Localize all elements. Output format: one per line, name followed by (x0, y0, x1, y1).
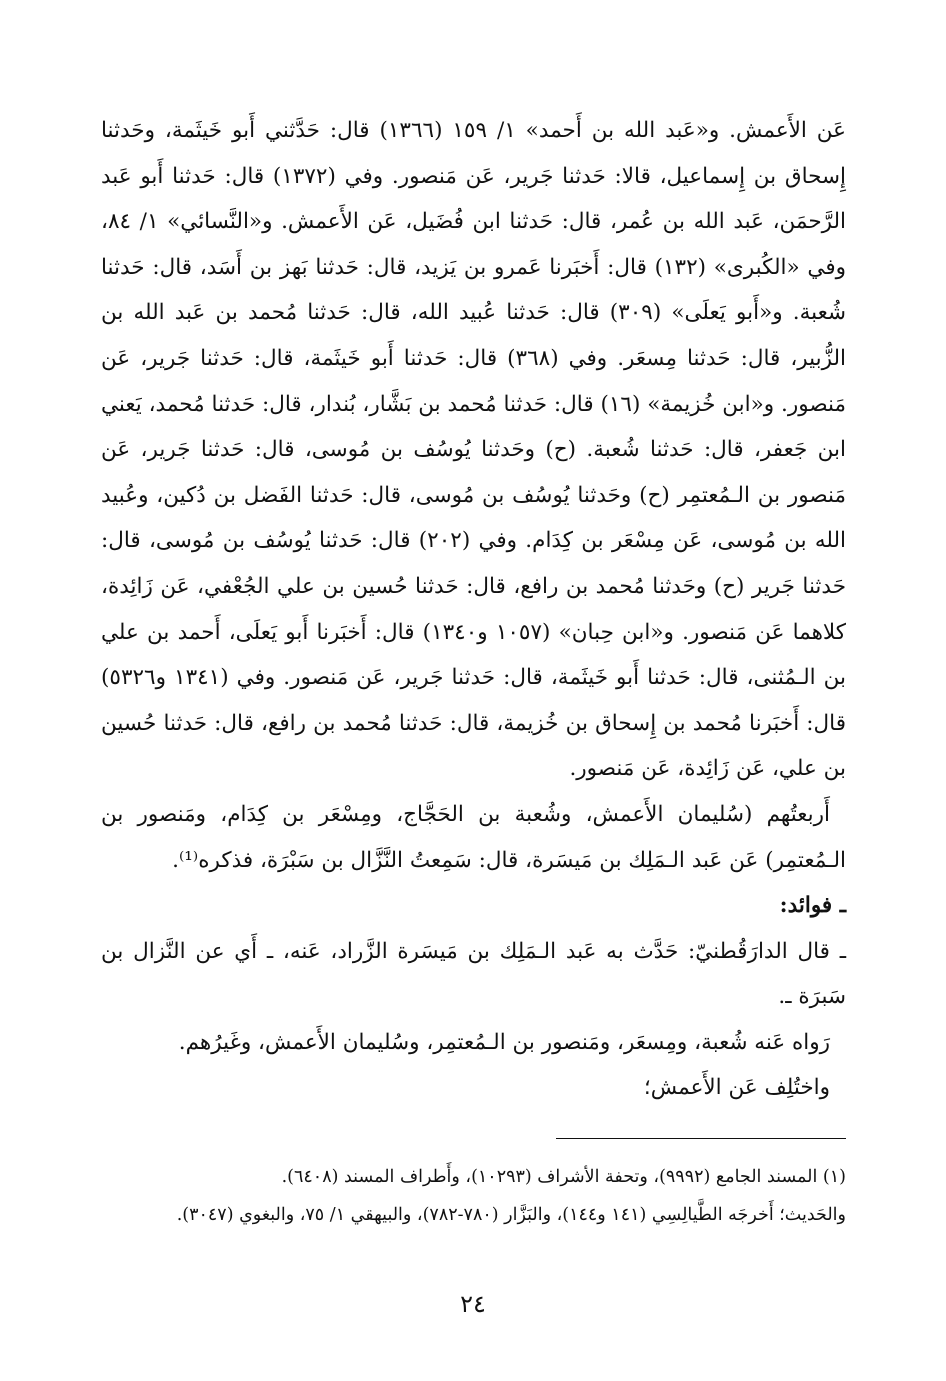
footnote-divider (556, 1138, 846, 1139)
paragraph-daraqutni: ـ قال الدارَقُطنيّ: حَدَّث به عَبد الـمَلِك بن مَيسَرة الزَّراد، عَنه، ـ أَي عن النَّزال بن سَبرَة ـ. (101, 938, 846, 1010)
footnotes (101, 1158, 846, 1234)
main-text (101, 108, 846, 1111)
section-heading-benefits: ـ فوائد: (779, 893, 846, 919)
footnote-1-continuation: والحَديث؛ أَخرجَه الطَّيالِسِي (١٤١ و١٤٤)، والبَزَّار (٧٨٠-٧٨٢)، والبيهقي ١/ ٧٥، والبغوي (٣٠٤٧). (176, 1205, 846, 1225)
paragraph-narrated-by: رَواه عَنه شُعبة، ومِسعَر، ومَنصور بن الـمُعتمِر، وسُليمان الأَعمش، وغَيرُهم. (178, 1029, 830, 1055)
paragraph-disagreement: واختُلِف عَن الأَعمش؛ (643, 1075, 830, 1101)
page-number: ٢٤ (460, 1290, 486, 1318)
paragraph-four-narrators: أَربعتُهم (سُليمان الأَعمش، وشُعبة بن الحَجَّاج، ومِسْعَر بن كِدَام، ومَنصور بن الـمُعتمِر) عَن عَبد الـمَلِك بن مَيسَرة، قال: سَمِعتُ النَّزَّال بن سَبْرَة، فذكره⁽¹⁾. (101, 801, 846, 873)
paragraph-hadith-sources: عَن الأَعمش. و«عَبد الله بن أَحمد» ١/ ١٥٩ (١٣٦٦) قال: حَدَّثني أَبو خَيثَمة، وحَدثنا إِسحاق بن إِسماعيل، قالا: حَدثنا جَرير، عَن مَنصور. وفي (١٣٧٢) قال: حَدثنا أَبو عَبد الرَّحمَن، عَبد الله بن عُمر، قال: حَدثنا ابن فُضَيل، عَن الأَعمش. و«النَّسائي» ١/ ٨٤، وفي «الكُبرى» (١٣٢) قال: أَخبَرنا عَمرو بن يَزيد، قال: حَدثنا بَهز بن أَسَد، قال: حَدثنا شُعبة. و«أَبو يَعلَى» (٣٠٩) قال: حَدثنا عُبيد الله، قال: حَدثنا مُحمد بن عَبد الله بن الزُّبير، قال: حَدثنا مِسعَر. وفي (٣٦٨) قال: حَدثنا أَبو خَيثَمة، قال: حَدثنا جَرير، عَن مَنصور. و«ابن خُزيمة» (١٦) قال: حَدثنا مُحمد بن بَشَّار، بُندار، قال: حَدثنا مُحمد، يَعني ابن جَعفر، قال: حَدثنا شُعبة. (ح) وحَدثنا يُوسُف بن مُوسى، قال: حَدثنا جَرير، عَن مَنصور بن الـمُعتمِر (ح) وحَدثنا يُوسُف بن مُوسى، قال: حَدثنا الفَضل بن دُكين، وعُبيد الله بن مُوسى، عَن مِسْعَر بن كِدَام. وفي (٢٠٢) قال: حَدثنا يُوسُف بن مُوسى، قال: حَدثنا جَرير (ح) وحَدثنا مُحمد بن رافع، قال: حَدثنا حُسين بن علي الجُعْفي، عَن زَائِدة، كلاهما عَن مَنصور. و«ابن حِبان» (١٠٥٧ و١٣٤٠) قال: أَخبَرنا أَبو يَعلَى، أَحمد بن علي بن الـمُثنى، قال: حَدثنا أَبو خَيثَمة، قال: حَدثنا جَرير، عَن مَنصور. وفي (١٣٤١ و٥٣٢٦) قال: أَخبَرنا مُحمد بن إِسحاق بن خُزيمة، قال: حَدثنا مُحمد بن رافع، قال: حَدثنا حُسين بن علي، عَن زَائِدة، عَن مَنصور. (101, 118, 847, 782)
footnote-1: (١) المسند الجامع (٩٩٩٢)، وتحفة الأشراف (١٠٢٩٣)، وأَطراف المسند (٦٤٠٨). (281, 1167, 846, 1187)
